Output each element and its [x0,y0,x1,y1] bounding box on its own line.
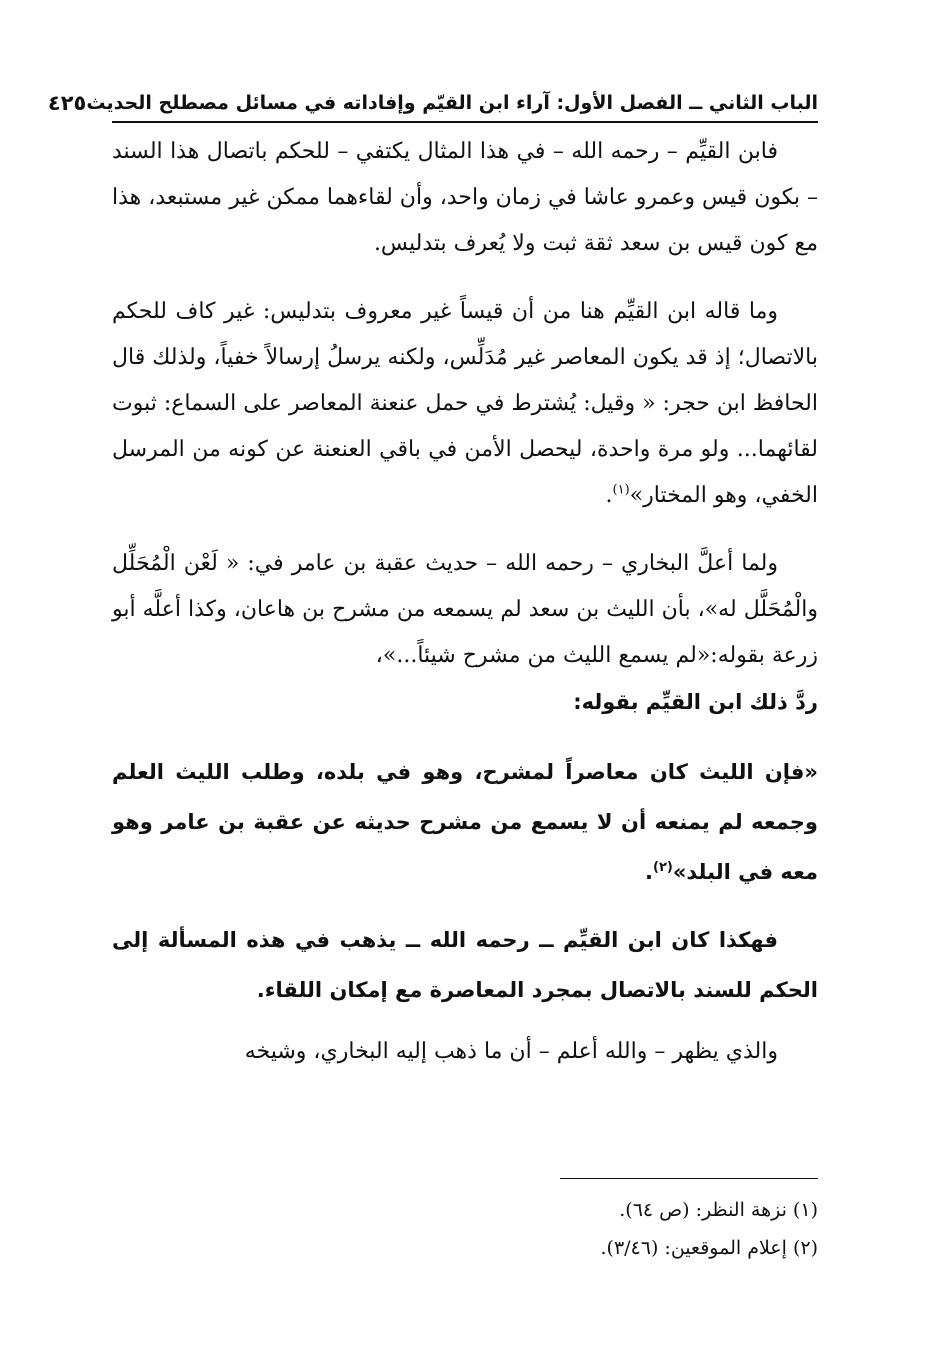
footnote-2: (٢) إعلام الموقعين: (٣/٤٦). [600,1237,818,1259]
paragraph-2-text: وما قاله ابن القيِّم هنا من أن قيساً غير معروف بتدليس: غير كاف للحكم بالاتصال؛ إذ قد يكون المعاصر غير مُدَلِّس، ولكنه يرسلُ إرسالاً خفياً، ولذلك قال الحافظ ابن حجر: « وقيل: يُشترط في حمل عنعنة المعاصر على السماع: ثبوت لقائهما... ولو مرة واحدة، ليحصل الأمن في باقي العنعنة عن كونه من المرسل الخفي، وهو المختار» [112,299,818,508]
quote-lead-in: ردَّ ذلك ابن القيِّم بقوله: [573,690,818,714]
footnotes [112,1178,818,1267]
running-header [47,88,818,123]
paragraph-4: والذي يظهر – والله أعلم – أن ما ذهب إليه البخاري، وشيخه [244,1039,778,1064]
footnote-ref-1[interactable]: (١) [612,482,630,498]
conclusion-paragraph: فهكذا كان ابن القيِّم ــ رحمه الله ــ يذهب في هذه المسألة إلى الحكم للسند بالاتصال بمجرد المعاصرة مع إمكان اللقاء. [112,928,818,1002]
paragraph-2-end: . [605,483,613,508]
quote-end: . [645,860,654,884]
quote-text: «فإن الليث كان معاصراً لمشرح، وهو في بلده، وطلب الليث العلم وجمعه لم يمنعه أن لا يسمع من مشرح حديثه عن عقبة بن عامر وهو معه في البلد» [112,760,818,884]
paragraph-1: فابن القيِّم – رحمه الله – في هذا المثال يكتفي – للحكم باتصال هذا السند – بكون قيس وعمرو عاشا في زمان واحد، وأن لقاءهما ممكن غير مستبعد، هذا مع كون قيس بن سعد ثقة ثبت ولا يُعرف بتدليس. [112,139,818,256]
paragraph-3: ولما أعلَّ البخاري – رحمه الله – حديث عقبة بن عامر في: « لَعْن الْمُحَلِّل والْمُحَلَّل له»، بأن الليث بن سعد لم يسمعه من مشرح بن هاعان، وكذا أعلَّه أبو زرعة بقوله:«لم يسمع الليث من مشرح شيئاً...»، [112,551,818,668]
header-title: الباب الثاني ــ الفصل الأول: آراء ابن القيّم وإفاداته في مسائل مصطلح الحديث [86,92,818,114]
book-page [47,88,818,1288]
footnote-separator [560,1178,818,1179]
footnote-1: (١) نزهة النظر: (ص ٦٤). [619,1199,818,1221]
paragraph-2 [112,289,818,519]
footnote-ref-2[interactable]: (٢) [653,860,673,875]
page-number: ٤٢٥ [47,91,87,115]
ibn-qayyim-quote [112,747,818,897]
